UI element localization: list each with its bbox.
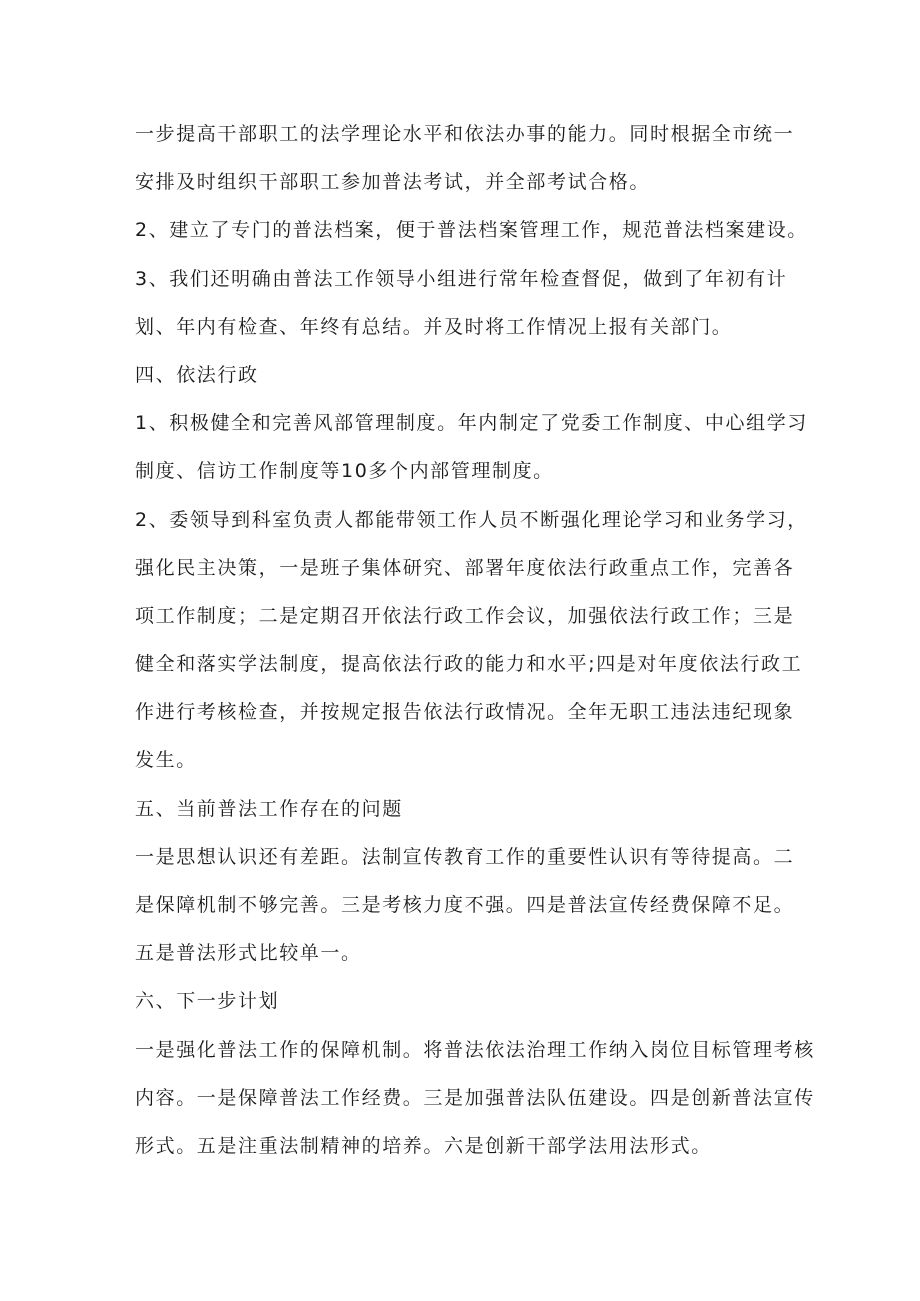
text-line: 安排及时组织干部职工参加普法考试，并全部考试合格。 <box>135 171 651 194</box>
text-line: 1、积极健全和完善风部管理制度。年内制定了党委工作制度、中心组学习 <box>135 412 808 435</box>
text-line: 3、我们还明确由普法工作领导小组进行常年检查督促，做到了年初有计 <box>135 267 788 290</box>
text-line: 划、年内有检查、年终有总结。并及时将工作情况上报有关部门。 <box>135 315 733 338</box>
text-line: 项工作制度；二是定期召开依法行政工作会议，加强依法行政工作；三是 <box>135 604 795 627</box>
text-line: 一步提高干部职工的法学理论水平和依法办事的能力。同时根据全市统一 <box>135 123 795 145</box>
text-line: 制度、信访工作制度等10多个内部管理制度。 <box>135 460 554 483</box>
text-line: 健全和落实学法制度，提高依法行政的能力和水平;四是对年度依法行政工 <box>135 653 803 676</box>
section-heading: 六、下一步计划 <box>135 990 280 1013</box>
section-heading: 四、依法行政 <box>135 363 259 386</box>
text-line: 一是强化普法工作的保障机制。将普法依法治理工作纳入岗位目标管理考核 <box>135 1038 815 1061</box>
text-line: 强化民主决策，一是班子集体研究、部署年度依法行政重点工作，完善各 <box>135 556 795 579</box>
section-heading: 五、当前普法工作存在的问题 <box>135 797 403 820</box>
text-line: 形式。五是注重法制精神的培养。六是创新干部学法用法形式。 <box>135 1134 712 1157</box>
text-line: 2、委领导到科室负责人都能带领工作人员不断强化理论学习和业务学习， <box>135 508 808 531</box>
text-line: 发生。 <box>135 749 197 772</box>
text-line: 是保障机制不够完善。三是考核力度不强。四是普法宣传经费保障不足。 <box>135 894 795 916</box>
text-line: 一是思想认识还有差距。法制宣传教育工作的重要性认识有等待提高。二 <box>135 845 795 868</box>
text-line: 五是普法形式比较单一。 <box>135 942 362 965</box>
text-line: 内容。一是保障普法工作经费。三是加强普法队伍建设。四是创新普法宣传 <box>135 1086 815 1109</box>
text-line: 2、建立了专门的普法档案，便于普法档案管理工作，规范普法档案建设。 <box>135 219 808 242</box>
text-line: 作进行考核检查，并按规定报告依法行政情况。全年无职工违法违纪现象 <box>135 701 795 724</box>
document-body <box>135 110 815 1170</box>
